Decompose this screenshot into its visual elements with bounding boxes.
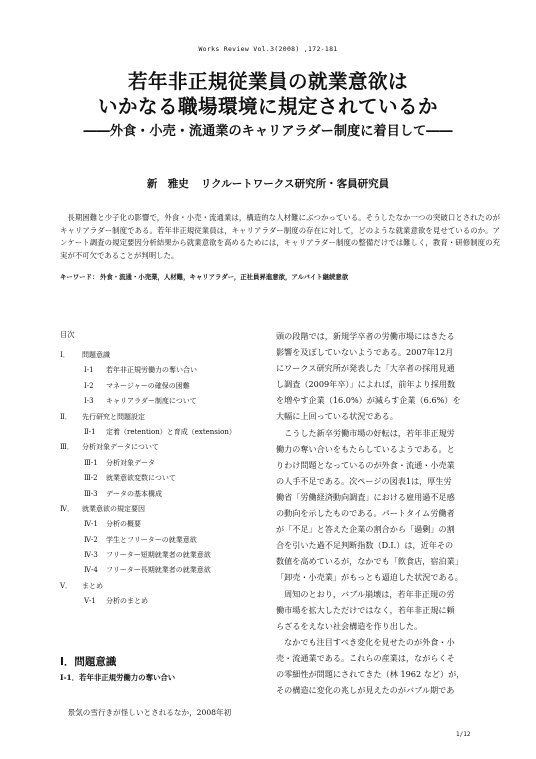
body-line: 働力の奪い合いをもたらしているようである。と xyxy=(276,443,455,454)
table-of-contents xyxy=(60,330,260,610)
toc-item xyxy=(60,440,260,455)
toc-item-label: キャリアラダー制度について xyxy=(106,397,197,406)
toc-heading: 目次 xyxy=(60,330,75,339)
subsection-heading: Ⅰ-1．若年非正規労働力の奪い合い xyxy=(60,673,176,682)
body-line: こうした新卒労働市場の好転は，若年非正規労 xyxy=(276,427,455,438)
body-line: 影響を及ぼしていないようである。2007年12月 xyxy=(276,347,454,358)
body-line: し調査（2009年卒）」によれば，前年より採用数 xyxy=(276,379,456,390)
toc-item xyxy=(60,563,260,578)
toc-item-label: まとめ xyxy=(82,581,103,590)
toc-item xyxy=(60,410,260,425)
paper-title-line1: 若年非正規従業員の就業意欲は xyxy=(127,70,408,93)
paper-subtitle: ――外食・小売・流通業のキャリアラダー制度に着目して―― xyxy=(83,124,453,139)
toc-item-number: Ⅱ-1 xyxy=(84,427,96,436)
toc-item-label: 分析対象データ xyxy=(106,458,155,467)
body-text-left: 景気の雪行きが怪しいとされるなか，2008年初 xyxy=(67,708,232,717)
toc-item-number: Ⅳ-3 xyxy=(84,551,98,560)
toc-item-number: Ⅲ-1 xyxy=(84,458,98,467)
body-line: が「不足」と答えた企業の割合から「過剰」の割 xyxy=(276,524,455,535)
toc-item-label: 分析対象データについて xyxy=(82,443,159,452)
toc-item-label: マネージャーの確保の困難 xyxy=(106,381,190,390)
body-line: 大幅に上回っている状況である。 xyxy=(276,411,398,422)
body-line: 数値を高めているが，なかでも「飲食店，宿泊業」 xyxy=(276,556,463,567)
toc-item xyxy=(60,517,260,532)
page-number: 1/12 xyxy=(456,731,471,738)
toc-item-label: 若年非正規労働力の奪い合い xyxy=(106,366,197,375)
toc-item-label: フリーター短期就業者の就業意欲 xyxy=(106,551,211,560)
toc-item-label: 就業意欲変数について xyxy=(106,474,176,483)
toc-item-number: Ⅴ-1 xyxy=(84,597,96,606)
keywords-text: 外食・流通・小売業，人材難，キャリアラダー，正社員昇進意欲，アルバイト継続意欲 xyxy=(100,273,349,281)
toc-item xyxy=(60,456,260,471)
author-affiliation: リクルートワークス研究所・客員研究員 xyxy=(200,178,390,190)
toc-item-number: Ⅳ-1 xyxy=(84,520,98,529)
toc-item-number: Ⅰ-1 xyxy=(84,366,94,375)
toc-item-number: Ⅴ． xyxy=(60,581,73,590)
body-line: 「卸売・小売業」がもっとも逼迫した状況である。 xyxy=(276,572,463,583)
toc-item-label: データの基本構成 xyxy=(106,489,162,498)
body-line: 働市場を拡大しただけではなく，若年非正規に頼 xyxy=(276,604,455,615)
abstract: 長期困難と少子化の影響で，外食・小売・流通業は，構造的な人材難にぶつかっている。そうしたなか一つの突破口とされたのがキャリアラダー制度である。若年非正規従業員は，キャリアラダー制度の存在に対して，どのような就業意欲を見せているのか。アンケート調査の規定要因分析結果から就業意欲を高めるためには，キャリアラダー制度の整備だけでは難しく，教育・研修制度の充実が不可欠であることが判明した。 xyxy=(60,213,500,260)
toc-item-number: Ⅳ-2 xyxy=(84,535,98,544)
toc-item-number: Ⅲ-3 xyxy=(84,489,98,498)
body-line: にワークス研究所が発表した「大卒者の採用見通 xyxy=(276,363,455,374)
body-line: りわけ問題となっているのが外食・流通・小売業 xyxy=(276,459,455,470)
toc-item xyxy=(60,471,260,486)
body-line: 売・流通業である。これらの産業は，ながらくそ xyxy=(276,652,455,663)
toc-item-number: Ⅳ-4 xyxy=(84,566,98,575)
body-line: 頭の段階では，新規学卒者の労働市場にはきたる xyxy=(276,331,455,341)
toc-item-label: 就業意欲の規定要因 xyxy=(82,504,145,513)
toc-item xyxy=(60,579,260,594)
journal-header: Works Review Vol.3(2008) ,172-181 xyxy=(198,45,338,53)
toc-item-label: 先行研究と問題設定 xyxy=(82,412,145,421)
toc-item xyxy=(60,379,260,394)
keywords-label: キーワード： xyxy=(60,273,99,281)
toc-item xyxy=(60,502,260,517)
toc-item-number: Ⅳ． xyxy=(60,504,74,513)
toc-item xyxy=(60,394,260,409)
body-line: らざるをえない社会構造を作り出した。 xyxy=(276,620,423,631)
toc-item-label: フリーター長期就業者の就業意欲 xyxy=(106,566,211,575)
toc-item-number: Ⅱ． xyxy=(60,412,72,421)
body-line: の人手不足である。次ページの図表1は，厚生労 xyxy=(276,475,452,486)
toc-item-label: 問題意識 xyxy=(82,351,110,359)
paper-title-line2: いかなる職場環境に規定されているか xyxy=(97,95,438,118)
toc-item-number: Ⅰ-2 xyxy=(84,381,94,390)
body-line: なかでも注目すべき変化を見せたのが外食・小 xyxy=(276,636,455,647)
body-text-right xyxy=(276,328,478,698)
toc-item-number: Ⅰ-3 xyxy=(84,397,94,406)
toc-item-label: 分析の概要 xyxy=(106,520,141,529)
body-line: その構造に変化の兆しが見えたのがバブル期であ xyxy=(276,685,455,696)
toc-item-label: 定着（retention）と育成（extension） xyxy=(106,427,236,436)
toc-item-number: Ⅰ． xyxy=(60,351,70,359)
author-line xyxy=(0,176,536,191)
body-line: 働省「労働経済動向調査」における雇用過不足感 xyxy=(276,491,455,502)
toc-item xyxy=(60,533,260,548)
toc-item xyxy=(60,548,260,563)
author-name: 新 雅史 xyxy=(146,178,189,190)
body-line: の動向を示したものである。パートタイム労働者 xyxy=(276,508,455,519)
body-line: を増やす企業（16.0%）が減らす企業（6.6%）を xyxy=(276,395,461,406)
toc-item-label: 分析のまとめ xyxy=(106,597,148,606)
toc-item xyxy=(60,425,260,440)
section-heading: Ⅰ．問題意識 xyxy=(60,656,117,668)
body-line: の零細性が問題にされてきた（林 1962 など）が， xyxy=(276,668,465,679)
keywords xyxy=(60,272,500,281)
toc-item-label: 学生とフリーターの就業意欲 xyxy=(106,535,197,544)
toc-list xyxy=(60,348,260,610)
toc-item-number: Ⅲ． xyxy=(60,443,74,452)
toc-item-number: Ⅲ-2 xyxy=(84,474,98,483)
toc-item xyxy=(60,487,260,502)
body-line: 周知のとおり，バブル崩壊は，若年非正規の労 xyxy=(276,588,455,599)
toc-item xyxy=(60,594,260,609)
toc-item xyxy=(60,363,260,378)
body-line: 合を引いた過不足判断指数（D.I.）は，近年その xyxy=(276,540,454,551)
toc-item xyxy=(60,348,260,363)
